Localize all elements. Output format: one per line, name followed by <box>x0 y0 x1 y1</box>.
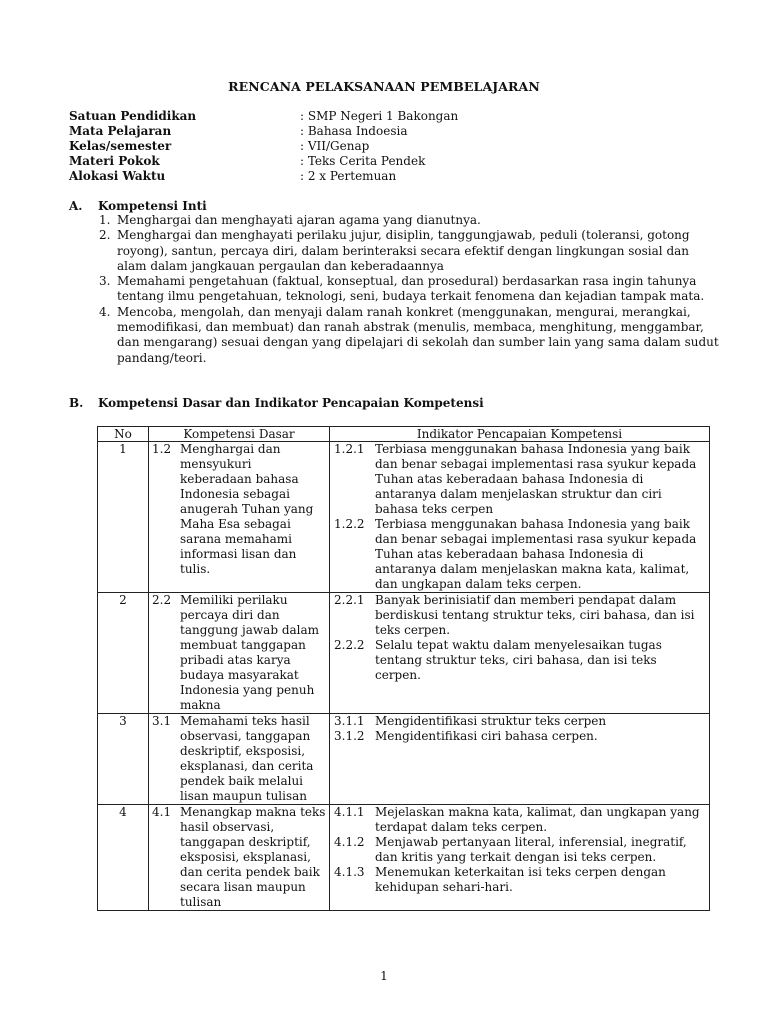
section-b-letter: B. <box>69 396 84 410</box>
list-item-number: 2. <box>99 228 111 243</box>
column-header-kd: Kompetensi Dasar <box>149 427 330 442</box>
kd-text: Menangkap makna teks hasil observasi, tanggapan deskriptif, eksposisi, eksplanasi, dan cerita pendek baik secara lisan maupun tulisan <box>180 805 326 909</box>
section-b-heading <box>69 396 484 410</box>
kd-cell <box>149 442 330 593</box>
indicator-cell <box>330 714 710 805</box>
section-a-heading <box>69 199 207 213</box>
list-item-number: 4. <box>99 304 111 319</box>
list-item <box>99 274 719 305</box>
indicator-text: Mengidentifikasi struktur teks cerpen <box>375 714 607 728</box>
indicator-item <box>330 805 709 835</box>
indicator-text: Menjawab pertanyaan literal, inferensial, inegratif, dan kritis yang terkait dengan isi teks cerpen. <box>375 835 687 864</box>
indicator-code: 4.1.2 <box>334 835 365 849</box>
kd-code: 1.2 <box>152 442 172 456</box>
indicator-code: 1.2.1 <box>334 442 365 456</box>
identity-value: : SMP Negeri 1 Bakongan <box>300 109 459 123</box>
list-item-number: 1. <box>99 213 111 227</box>
indicator-code: 4.1.3 <box>334 865 365 879</box>
indicator-code: 4.1.1 <box>334 805 365 819</box>
kd-cell <box>149 593 330 714</box>
table-row <box>98 442 710 593</box>
list-item-number: 3. <box>99 274 111 289</box>
indicator-code: 2.2.1 <box>334 593 365 607</box>
indicator-item <box>330 638 709 683</box>
section-a-letter: A. <box>69 199 83 213</box>
kompetensi-inti-list <box>99 213 719 366</box>
indicator-item <box>330 442 709 517</box>
list-item-text: Menghargai dan menghayati perilaku jujur, disiplin, tanggungjawab, peduli (toleransi, gotong royong), santun, percaya diri, dalam berinteraksi secara efektif dengan lingkungan sosial dan alam dalam jangkauan pergaulan dan keberadaannya <box>117 228 690 273</box>
column-header-indicator: Indikator Pencapaian Kompetensi <box>330 427 710 442</box>
list-item-text: Memahami pengetahuan (faktual, konseptual, dan prosedural) berdasarkan rasa ingin tahunya tentang ilmu pengetahuan, teknologi, seni, budaya terkait fenomena dan kejadian tampak mata. <box>117 274 705 304</box>
section-b-title: Kompetensi Dasar dan Indikator Pencapaian Kompetensi <box>98 396 484 410</box>
kd-cell <box>149 714 330 805</box>
indicator-cell <box>330 593 710 714</box>
identity-label: Alokasi Waktu <box>69 169 166 183</box>
kd-code: 4.1 <box>152 805 172 819</box>
page-number: 1 <box>380 969 388 983</box>
row-number: 3 <box>98 714 149 805</box>
list-item-text: Mencoba, mengolah, dan menyaji dalam ranah konkret (menggunakan, mengurai, merangkai, memodifikasi, dan membuat) dan ranah abstrak (menulis, membaca, menghitung, menggambar, dan mengarang) sesuai dengan yang dipelajari di sekolah dan sumber lain yang sama dalam sudut pandang/teori. <box>117 304 719 365</box>
table-row <box>98 805 710 911</box>
document-title: RENCANA PELAKSANAAN PEMBELAJARAN <box>228 79 540 94</box>
indicator-text: Mejelaskan makna kata, kalimat, dan ungkapan yang terdapat dalam teks cerpen. <box>375 805 700 834</box>
indicator-code: 3.1.2 <box>334 729 365 743</box>
indicator-text: Menemukan keterkaitan isi teks cerpen dengan kehidupan sehari-hari. <box>375 865 666 894</box>
indicator-item <box>330 593 709 638</box>
list-item <box>99 213 719 228</box>
indicator-cell <box>330 442 710 593</box>
indicator-cell <box>330 805 710 911</box>
indicator-text: Terbiasa menggunakan bahasa Indonesia yang baik dan benar sebagai implementasi rasa syukur kepada Tuhan atas keberadaan bahasa Indonesia di antaranya dalam menjelaskan makna kata, kalimat, dan ungkapan dalam teks cerpen. <box>375 517 697 591</box>
list-item-text: Menghargai dan menghayati ajaran agama yang dianutnya. <box>117 213 481 227</box>
indicator-text: Terbiasa menggunakan bahasa Indonesia yang baik dan benar sebagai implementasi rasa syukur kepada Tuhan atas keberadaan bahasa Indonesia di antaranya dalam menjelaskan struktur dan ciri bahasa teks cerpen <box>375 442 697 516</box>
identity-value: : VII/Genap <box>300 139 370 153</box>
list-item <box>99 305 719 366</box>
identity-label: Materi Pokok <box>69 154 160 168</box>
indicator-text: Banyak berinisiatif dan memberi pendapat dalam berdiskusi tentang struktur teks, ciri bahasa, dan isi teks cerpen. <box>375 593 695 637</box>
identity-value: : Bahasa Indoesia <box>300 124 408 138</box>
indicator-item <box>330 729 709 744</box>
identity-label: Satuan Pendidikan <box>69 109 197 123</box>
indicator-item <box>330 714 709 729</box>
indicator-text: Selalu tepat waktu dalam menyelesaikan tugas tentang struktur teks, ciri bahasa, dan isi teks cerpen. <box>375 638 662 682</box>
identity-label: Mata Pelajaran <box>69 124 172 138</box>
kd-text: Menghargai dan mensyukuri keberadaan bahasa Indonesia sebagai anugerah Tuhan yang Maha Esa sebagai sarana memahami informasi lisan dan tulis. <box>180 442 314 576</box>
competency-table <box>97 426 710 911</box>
kd-code: 3.1 <box>152 714 172 728</box>
column-header-no: No <box>98 427 149 442</box>
identity-label: Kelas/semester <box>69 139 172 153</box>
indicator-code: 1.2.2 <box>334 517 365 531</box>
row-number: 4 <box>98 805 149 911</box>
list-item <box>99 228 719 274</box>
indicator-item <box>330 865 709 895</box>
identity-value: : 2 x Pertemuan <box>300 169 397 183</box>
table-row <box>98 714 710 805</box>
table-row <box>98 593 710 714</box>
indicator-item <box>330 517 709 592</box>
kd-text: Memiliki perilaku percaya diri dan tanggung jawab dalam membuat tanggapan pribadi atas karya budaya masyarakat Indonesia yang penuh makna <box>180 593 320 712</box>
indicator-text: Mengidentifikasi ciri bahasa cerpen. <box>375 729 598 743</box>
indicator-code: 3.1.1 <box>334 714 365 728</box>
kd-cell <box>149 805 330 911</box>
indicator-item <box>330 835 709 865</box>
table-header-row <box>98 427 710 442</box>
kd-code: 2.2 <box>152 593 172 607</box>
kd-text: Memahami teks hasil observasi, tanggapan deskriptif, eksposisi, eksplanasi, dan cerita pendek baik melalui lisan maupun tulisan <box>180 714 314 803</box>
row-number: 1 <box>98 442 149 593</box>
row-number: 2 <box>98 593 149 714</box>
identity-value: : Teks Cerita Pendek <box>300 154 426 168</box>
section-a-title: Kompetensi Inti <box>98 199 207 213</box>
indicator-code: 2.2.2 <box>334 638 365 652</box>
